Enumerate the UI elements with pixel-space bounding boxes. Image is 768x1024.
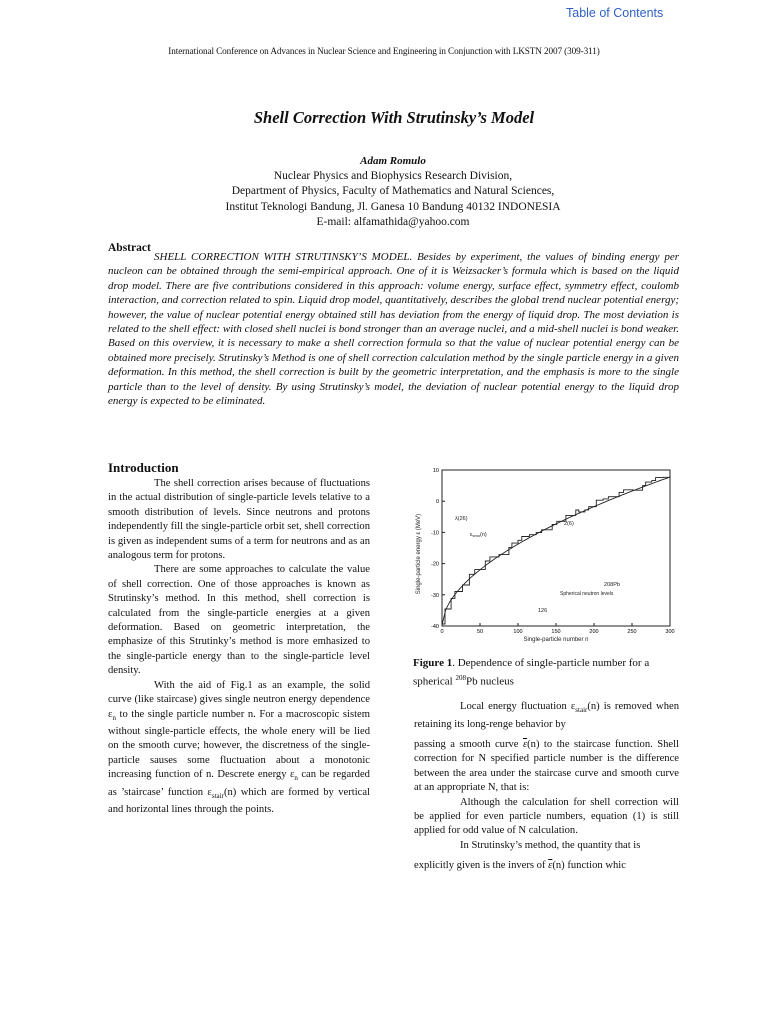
label-26: 2(6)	[564, 521, 574, 527]
paper-title: Shell Correction With Strutinsky’s Model	[253, 108, 535, 127]
y-tick-label: 10	[432, 468, 439, 474]
author-name: Adam Romulo	[360, 155, 426, 167]
table-of-contents-link[interactable]: Table of Contents	[566, 6, 664, 20]
paragraph: passing a smooth curve $\overline{\varepsilon}(n)$ to the staircase function. Shell correction for N specified particle number is the difference between the area under the staircase curve and smooth curve at an appropriate N, that is:	[414, 738, 679, 794]
label-126: 126	[538, 608, 548, 614]
abstract-text: SHELL CORRECTION WITH STRUTINSKY’S MODEL. Besides by experiment, the values of binding energy per nucleon can be obtained through the semi-empirical approach. One of it is Weizsacker’s formula which is based on the liquid drop model. There are five contributions considered in this approach: volume energy, surface effect, symmetry effect, coulomb interaction, and correction related to spin. Liquid drop model, quantitatively, describes the global trend nuclear potential energy; however, the value of nuclear potential energy obtained still has deviation from the energy of liquid drop. The most deviation is related to the shell effect: with closed shell nuclei is bond stronger than an average nuclei, and a mid-shell nuclei is bond weaker. Based on this overview, it is necessary to make a shell correction formula so that the value of nuclear potential energy can be obtained more precisely. Strutinsky’s Method is one of shell correction calculation method by the single particle energy in a given deformation. In this method, the shell correction is built by the geometric interpretation, and the emphasis is more to the single particle than to the level of density. By using Strutinsky’s model, the deviation of nuclear potential energy to the liquid drop energy is expected to be eliminated.	[108, 251, 679, 408]
y-axis-label: Single-particle energy ε (MeV)	[416, 513, 422, 595]
abstract-heading: Abstract	[108, 242, 151, 254]
y-tick-label: -10	[431, 530, 439, 537]
spherical-label: Spherical neutron levels	[560, 591, 614, 597]
y-tick-label: -30	[431, 592, 439, 599]
figure-1-chart	[408, 464, 678, 644]
plot-frame	[442, 470, 670, 626]
figure-caption: Figure 1. Dependence of single-particle number for a spherical $^{208}$Pb nucleus	[413, 657, 650, 688]
smooth-label: εsmo(n)	[470, 532, 487, 538]
affiliation-line: Nuclear Physics and Biophysics Research Division,	[273, 170, 513, 182]
paragraph: There are some approaches to calculate the value of shell correction. One of those approaches is known as Strutinsky’s method. In this method, shell correction is calculated from the single-particle energies at a given deformation. Based on geometric interpretation, the emphasize of this Strutinky’s method is more emhasized to the single-particle energy than to the single-particle level density.	[108, 564, 370, 677]
x-tick-label: 100	[513, 629, 523, 635]
affiliation-block	[0, 169, 768, 230]
y-tick-label: 0	[435, 499, 439, 506]
conference-header: International Conference on Advances in Nuclear Science and Engineering in Conjunction with LKSTN 2007 (309-311)	[168, 46, 600, 56]
paragraph: explicitly given is the invers of $\overline{\varepsilon}(n)$ function whic	[414, 860, 626, 872]
x-tick-label: 150	[551, 629, 561, 635]
x-tick-label: 250	[627, 629, 637, 635]
right-column	[414, 700, 679, 874]
y-tick-label: -40	[431, 624, 439, 630]
paragraph: Local energy fluctuation $\varepsilon_{stair}(n)$ is removed when retaining its long-renge behavior by	[414, 701, 679, 730]
affiliation-line: Department of Physics, Faculty of Mathematics and Natural Sciences,	[231, 185, 555, 198]
y-tick-label: -20	[431, 561, 439, 568]
intro-heading: Introduction	[108, 460, 179, 475]
x-tick-label: 0	[440, 629, 444, 635]
left-column	[108, 477, 370, 818]
paragraph: In Strutinsky’s method, the quantity that is	[460, 839, 641, 851]
x-ticks	[440, 623, 674, 635]
affiliation-line: E-mail: alfamathida@yahoo.com	[316, 215, 470, 228]
x-axis-label: Single-particle number n	[523, 637, 589, 643]
y-ticks	[431, 468, 445, 630]
x-tick-label: 300	[665, 629, 675, 635]
paragraph: With the aid of Fig.1 as an example, the solid curve (like staircase) gives single neutron energy dependence $\varepsilon_n$ to the single particle number n. For a macroscopic sistem without single-particle effects, the whole enery will be lied on the smooth curve; however, the discretness of the single-particle sauses some fluctuation about a monotonic increasing function of n. Descrete energy $\varepsilon_n$ can be regarded as ’staircase’ function $\varepsilon_{stair}(n)$ which are formed by vertical and horizontal lines through the points.	[108, 679, 370, 816]
affiliation-line: Institut Teknologi Bandung, Jl. Ganesa 10 Bandung 40132 INDONESIA	[225, 200, 561, 213]
x-tick-label: 200	[589, 629, 599, 635]
paragraph: Although the calculation for shell correction will be applied for even particle numbers, equation (1) is still applied for odd value of N calculation.	[414, 796, 679, 837]
paragraph: The shell correction arises because of fluctuations in the actual distribution of single-particle levels telative to a smooth distribution of levels. Since neutrons and protons independently fill the single-particle orbit set, shell correction is given as independent sums of a term for neutrons and as an analogous term for protons.	[108, 478, 370, 562]
x-tick-label: 50	[476, 629, 484, 635]
staircase-curve	[442, 476, 670, 624]
pb-label: 208Pb	[604, 582, 620, 588]
lambda-label: λ(26)	[455, 516, 468, 522]
smooth-curve	[442, 477, 670, 625]
